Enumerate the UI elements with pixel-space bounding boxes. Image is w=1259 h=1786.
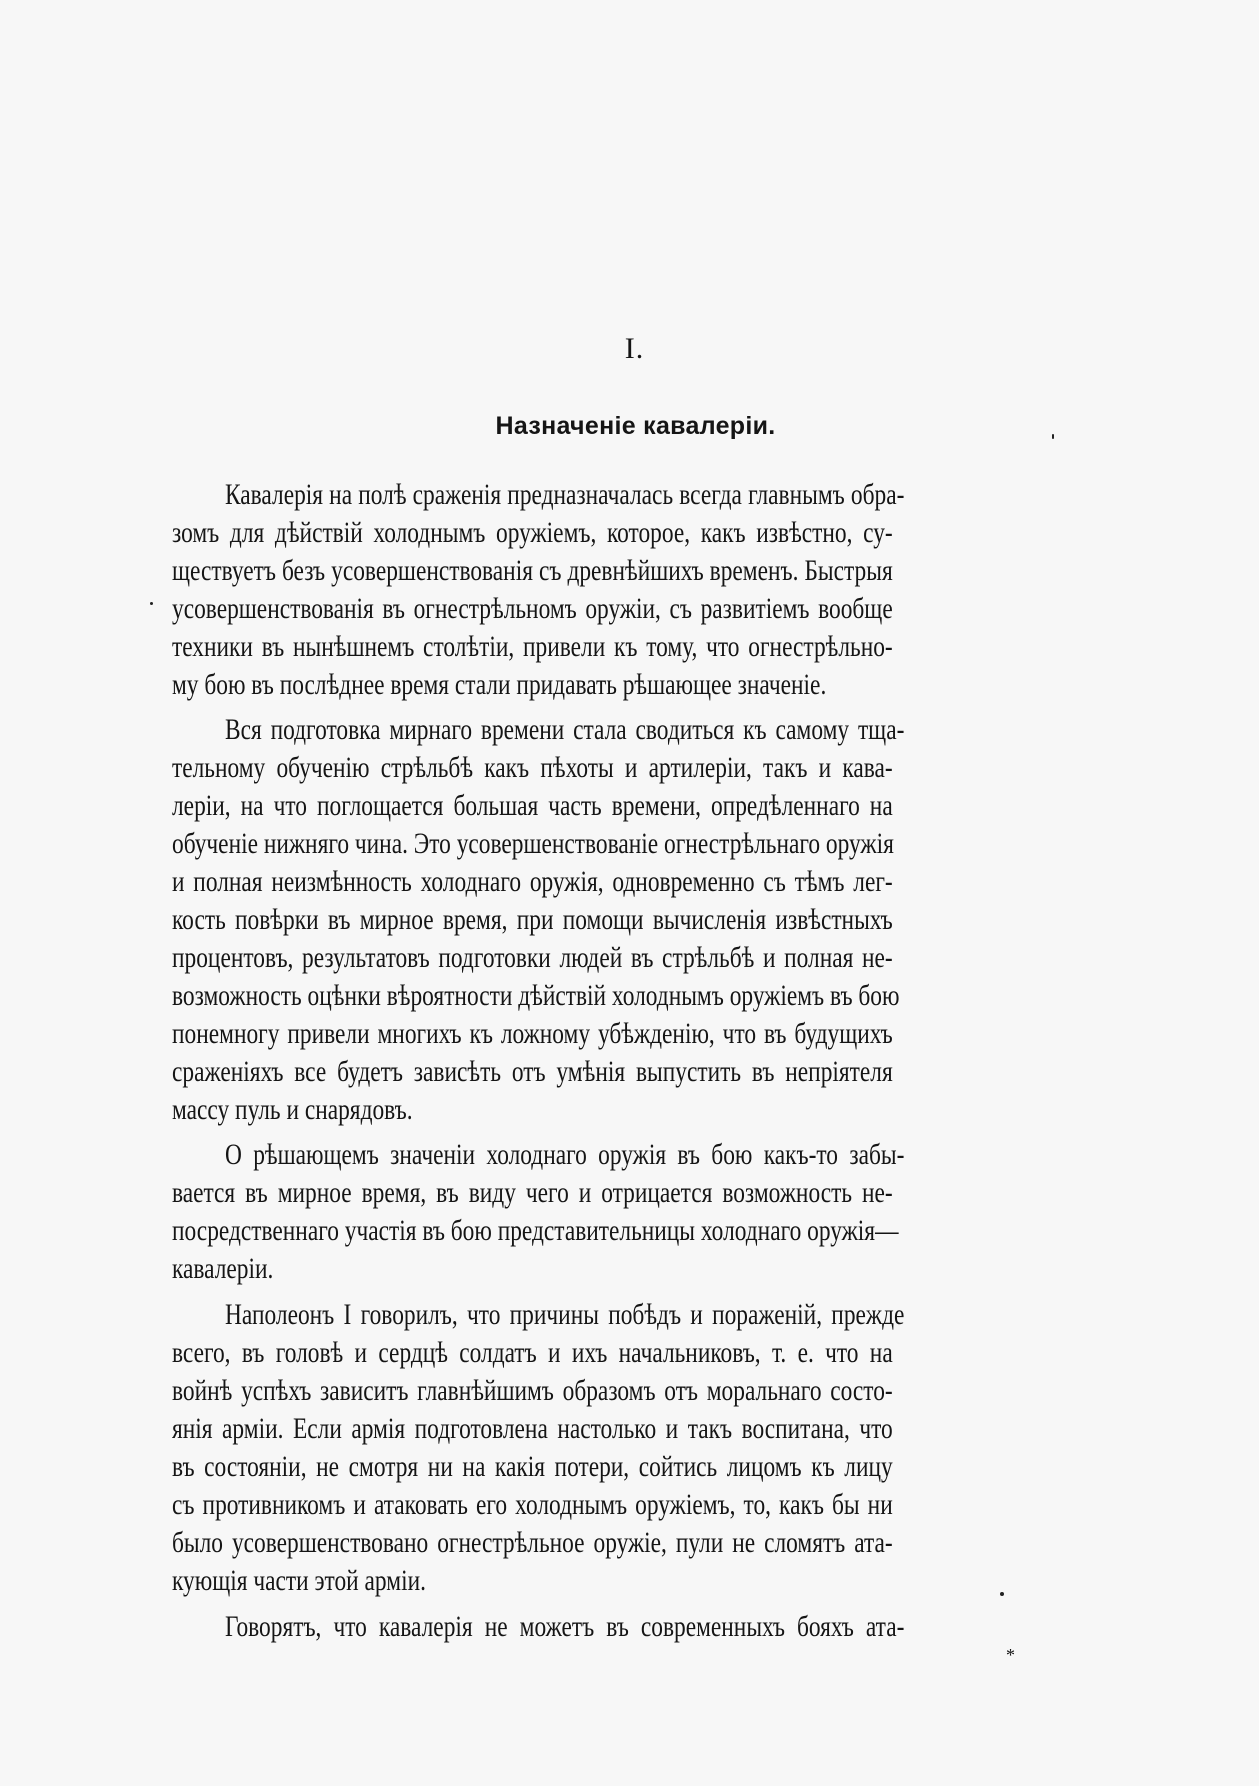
text-line: обученіе нижняго чина. Это усовершенствованіе огнестрѣльнаго оружія <box>172 827 894 860</box>
text-line: О рѣшающемъ значеніи холоднаго оружія въ бою какъ-то забы- <box>225 1138 905 1171</box>
text-line: кость повѣрки въ мирное время, при помощи вычисленія извѣстныхъ <box>172 903 893 936</box>
ink-speck <box>1000 1592 1004 1596</box>
chapter-number: I. <box>624 332 645 365</box>
text-line: кующія части этой арміи. <box>172 1564 426 1597</box>
text-line: леріи, на что поглощается большая часть времени, опредѣленнаго на <box>172 789 893 822</box>
text-line: массу пуль и снарядовъ. <box>172 1093 413 1126</box>
text-line: му бою въ послѣднее время стали придавать рѣшающее значеніе. <box>172 668 827 701</box>
ink-speck <box>1052 434 1054 439</box>
text-line: процентовъ, результатовъ подготовки людей въ стрѣльбѣ и полная не- <box>172 941 893 974</box>
text-line: войнѣ успѣхъ зависитъ главнѣйшимъ образомъ отъ моральнаго состо- <box>172 1374 893 1407</box>
text-line: въ состояніи, не смотря ни на какія потери, сойтись лицомъ къ лицу <box>172 1450 893 1483</box>
text-line: посредственнаго участія въ бою представительницы холоднаго оружія— <box>172 1214 899 1247</box>
text-line: Говорятъ, что кавалерія не можетъ въ современныхъ бояхъ ата- <box>225 1610 905 1643</box>
text-line: всего, въ головѣ и сердцѣ солдатъ и ихъ начальниковъ, т. е. что на <box>172 1336 893 1369</box>
text-line: возможность оцѣнки вѣроятности дѣйствій холоднымъ оружіемъ въ бою <box>172 979 900 1012</box>
text-line: Вся подготовка мирнаго времени стала сводиться къ самому тща- <box>225 713 905 746</box>
text-line: сраженіяхъ все будетъ зависѣть отъ умѣнія выпустить въ непріятеля <box>172 1055 893 1088</box>
text-line: тельному обученію стрѣльбѣ какъ пѣхоты и артилеріи, такъ и кава- <box>172 751 893 784</box>
text-line: вается въ мирное время, въ виду чего и отрицается возможность не- <box>172 1176 893 1209</box>
text-line: зомъ для дѣйствій холоднымъ оружіемъ, которое, какъ извѣстно, су- <box>172 516 893 549</box>
text-line: съ противникомъ и атаковать его холоднымъ оружіемъ, то, какъ бы ни <box>172 1488 893 1521</box>
ink-speck <box>150 602 153 605</box>
text-line: понемногу привели многихъ къ ложному убѣжденію, что въ будущихъ <box>172 1017 893 1050</box>
text-line: Наполеонъ I говорилъ, что причины побѣдъ и пораженій, прежде <box>225 1298 905 1331</box>
text-line: техники въ нынѣшнемъ столѣтіи, привели къ тому, что огнестрѣльно- <box>172 630 893 663</box>
text-line: кавалеріи. <box>172 1252 274 1285</box>
text-line: ществуетъ безъ усовершенствованія съ древнѣйшихъ временъ. Быстрыя <box>172 554 893 587</box>
text-line: было усовершенствовано огнестрѣльное оружіе, пули не сломятъ ата- <box>172 1526 893 1559</box>
text-line: Кавалерія на полѣ сраженія предназначалась всегда главнымъ обра- <box>225 478 905 511</box>
chapter-title: Назначеніе кавалеріи. <box>495 412 776 440</box>
text-line: янія арміи. Если армія подготовлена настолько и такъ воспитана, что <box>172 1412 893 1445</box>
text-line: усовершенствованія въ огнестрѣльномъ оружіи, съ развитіемъ вообще <box>172 592 893 625</box>
asterisk-mark: * <box>1006 1645 1015 1665</box>
text-line: и полная неизмѣнность холоднаго оружія, одновременно съ тѣмъ лег- <box>172 865 893 898</box>
